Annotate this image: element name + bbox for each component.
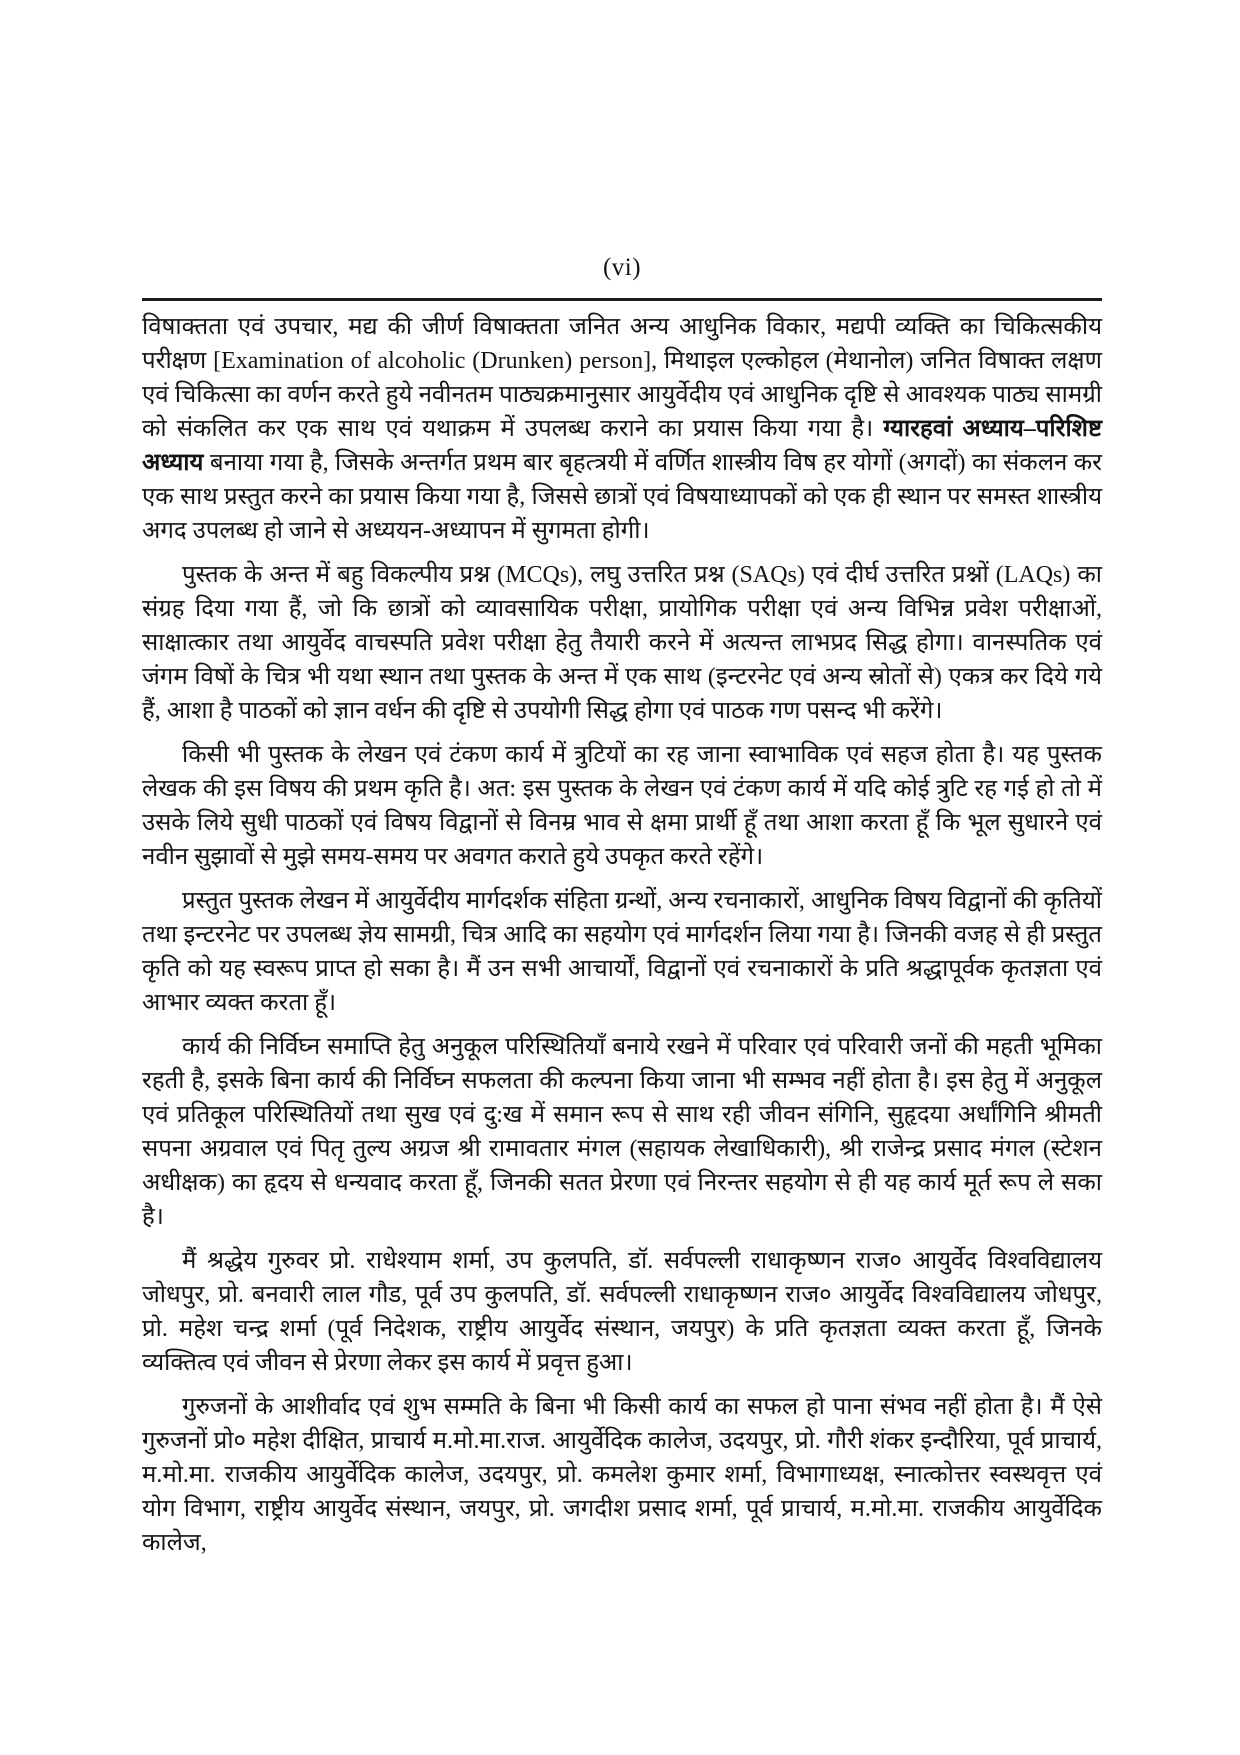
text-segment: बनाया गया है, जिसके अन्तर्गत प्रथम बार बृहत्त्रयी में वर्णित शास्त्रीय विष हर योगों (अगदों) का संकलन कर एक साथ प्रस्तुत करने का प्रयास किया गया है, जिससे छात्रों एवं विषयाध्यापकों को एक ही स्थान पर समस्त शास्त्रीय अगद उपलब्ध हो जाने से अध्ययन-अध्यापन में सुगमता होगी।: [142, 450, 1102, 544]
paragraph-6: [142, 1244, 1102, 1380]
paragraph-2: [142, 558, 1102, 728]
paragraph-5: [142, 1030, 1102, 1234]
chapter-title-bold-segment: ग्यारहवां अध्याय–परिशिष्ट अध्याय: [142, 416, 1102, 476]
text-segment: मैं श्रद्धेय गुरुवर प्रो. राधेश्याम शर्मा, उप कुलपति, डॉ. सर्वपल्ली राधाकृष्णन राज० आयुर्वेद विश्वविद्यालय जोधपुर, प्रो. बनवारी लाल गौड, पूर्व उप कुलपति, डॉ. सर्वपल्ली राधाकृष्णन राज० आयुर्वेद विश्वविद्यालय जोधपुर, प्रो. महेश चन्द्र शर्मा (पूर्व निदेशक, राष्ट्रीय आयुर्वेद संस्थान, जयपुर) के प्रति कृतज्ञता व्यक्त करता हूँ, जिनके व्यक्तित्व एवं जीवन से प्रेरणा लेकर इस कार्य में प्रवृत्त हुआ।: [142, 1248, 1102, 1376]
text-segment: विषाक्तता एवं उपचार, मद्य की जीर्ण विषाक्तता जनित अन्य आधुनिक विकार, मद्यपी व्यक्ति का चिकित्सकीय परीक्षण [Examination of alcoholic (Drunken) person], मिथाइल एल्कोहल (मेथानोल) जनित विषाक्त लक्षण एवं चिकित्सा का वर्णन करते हुये नवीनतम पाठ्यक्रमानुसार आयुर्वेदीय एवं आधुनिक दृष्टि से आवश्यक पाठ्य सामग्री को संकलित कर एक साथ एवं यथाक्रम में उपलब्ध कराने का प्रयास किया गया है।: [142, 314, 1102, 442]
paragraph-1: [142, 310, 1102, 548]
paragraph-3: [142, 738, 1102, 874]
header-rule: [142, 298, 1102, 301]
text-segment: कार्य की निर्विघ्न समाप्ति हेतु अनुकूल परिस्थितियाँ बनाये रखने में परिवार एवं परिवारी जनों की महती भूमिका रहती है, इसके बिना कार्य की निर्विघ्न सफलता की कल्पना किया जाना भी सम्भव नहीं होता है। इस हेतु में अनुकूल एवं प्रतिकूल परिस्थितियों तथा सुख एवं दु:ख में समान रूप से साथ रही जीवन संगिनि, सुहृदया अर्धांगिनि श्रीमती सपना अग्रवाल एवं पितृ तुल्य अग्रज श्री रामावतार मंगल (सहायक लेखाधिकारी), श्री राजेन्द्र प्रसाद मंगल (स्टेशन अधीक्षक) का हृदय से धन्यवाद करता हूँ, जिनकी सतत प्रेरणा एवं निरन्तर सहयोग से ही यह कार्य मूर्त रूप ले सका है।: [142, 1034, 1102, 1230]
preface-body: [142, 310, 1102, 1560]
text-segment: गुरुजनों के आशीर्वाद एवं शुभ सम्मति के बिना भी किसी कार्य का सफल हो पाना संभव नहीं होता है। मैं ऐसे गुरुजनों प्रो० महेश दीक्षित, प्राचार्य म.मो.मा.राज. आयुर्वेदिक कालेज, उदयपुर, प्रो. गौरी शंकर इन्दौरिया, पूर्व प्राचार्य, म.मो.मा. राजकीय आयुर्वेदिक कालेज, उदयपुर, प्रो. कमलेश कुमार शर्मा, विभागाध्यक्ष, स्नात्कोत्तर स्वस्थवृत्त एवं योग विभाग, राष्ट्रीय आयुर्वेद संस्थान, जयपुर, प्रो. जगदीश प्रसाद शर्मा, पूर्व प्राचार्य, म.मो.मा. राजकीय आयुर्वेदिक कालेज,: [142, 1394, 1102, 1556]
paragraph-7: [142, 1390, 1102, 1560]
text-segment: पुस्तक के अन्त में बहु विकल्पीय प्रश्न (MCQs), लघु उत्तरित प्रश्न (SAQs) एवं दीर्घ उत्तरित प्रश्नों (LAQs) का संग्रह दिया गया हैं, जो कि छात्रों को व्यावसायिक परीक्षा, प्रायोगिक परीक्षा एवं अन्य विभिन्न प्रवेश परीक्षाओं, साक्षात्कार तथा आयुर्वेद वाचस्पति प्रवेश परीक्षा हेतु तैयारी करने में अत्यन्त लाभप्रद सिद्ध होगा। वानस्पतिक एवं जंगम विषों के चित्र भी यथा स्थान तथा पुस्तक के अन्त में एक साथ (इन्टरनेट एवं अन्य स्रोतों से) एकत्र कर दिये गये हैं, आशा है पाठकों को ज्ञान वर्धन की दृष्टि से उपयोगी सिद्ध होगा एवं पाठक गण पसन्द भी करेंगे।: [142, 562, 1102, 724]
text-segment: प्रस्तुत पुस्तक लेखन में आयुर्वेदीय मार्गदर्शक संहिता ग्रन्थों, अन्य रचनाकारों, आधुनिक विषय विद्वानों की कृतियों तथा इन्टरनेट पर उपलब्ध ज्ञेय सामग्री, चित्र आदि का सहयोग एवं मार्गदर्शन लिया गया है। जिनकी वजह से ही प्रस्तुत कृति को यह स्वरूप प्राप्त हो सका है। मैं उन सभी आचार्यों, विद्वानों एवं रचनाकारों के प्रति श्रद्धापूर्वक कृतज्ञता एवं आभार व्यक्त करता हूँ।: [142, 888, 1102, 1016]
text-segment: किसी भी पुस्तक के लेखन एवं टंकण कार्य में त्रुटियों का रह जाना स्वाभाविक एवं सहज होता है। यह पुस्तक लेखक की इस विषय की प्रथम कृति है। अत: इस पुस्तक के लेखन एवं टंकण कार्य में यदि कोई त्रुटि रह गई हो तो में उसके लिये सुधी पाठकों एवं विषय विद्वानों से विनम्र भाव से क्षमा प्रार्थी हूँ तथा आशा करता हूँ कि भूल सुधारने एवं नवीन सुझावों से मुझे समय-समय पर अवगत कराते हुये उपकृत करते रहेंगे।: [142, 742, 1102, 870]
page-number: (vi): [602, 254, 642, 281]
paragraph-4: [142, 884, 1102, 1020]
